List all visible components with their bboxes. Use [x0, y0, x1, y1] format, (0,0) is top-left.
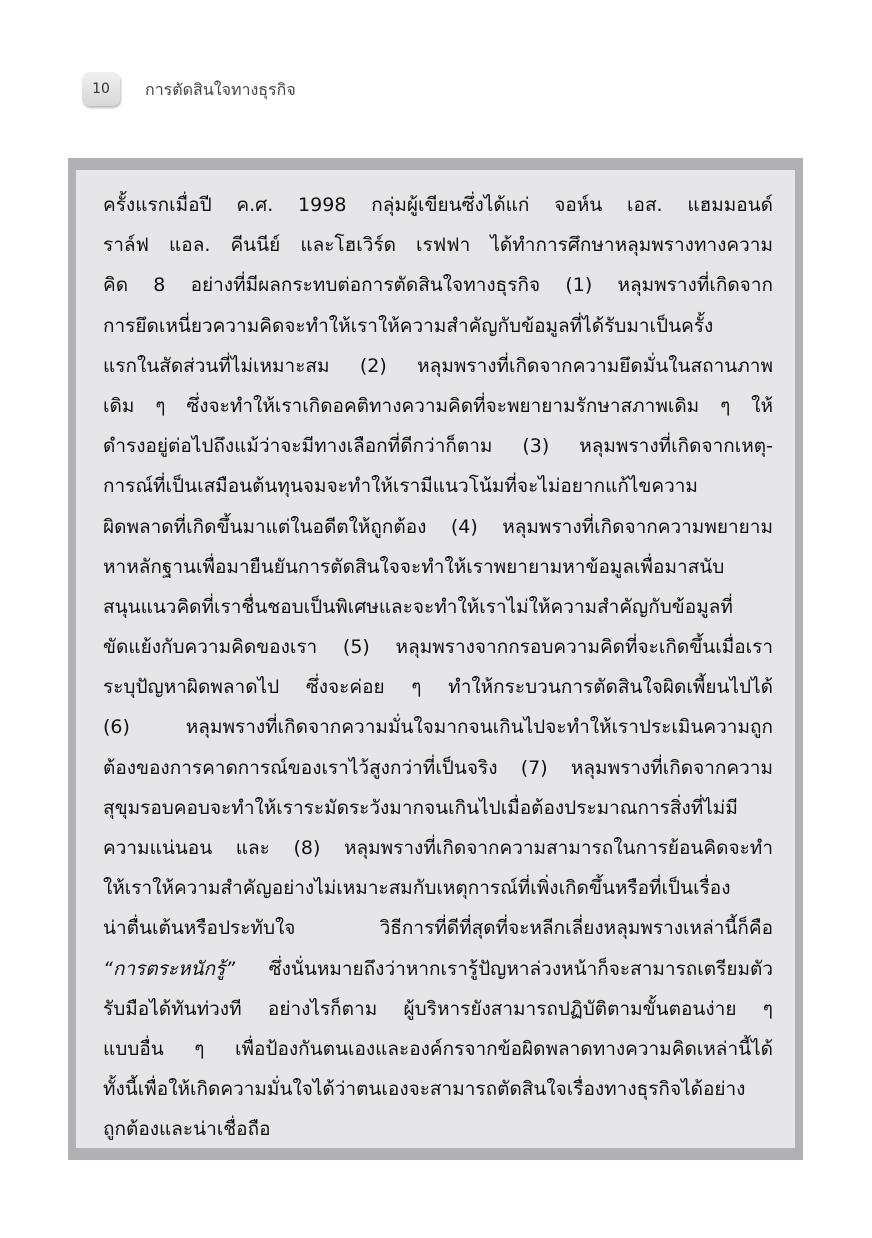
text-line: รับมือได้ทันท่วงที อย่างไรก็ตาม ผู้บริหารยังสามารถปฏิบัติตามขั้นตอนง่าย ๆ [103, 997, 773, 1020]
page-number: 10 [92, 81, 110, 97]
text-line: (6) หลุมพรางที่เกิดจากความมั่นใจมากจนเกินไปจะทำให้เราประเมินความถูก [103, 716, 773, 739]
emphasized-term: “การตระหนักรู้” [103, 957, 236, 980]
text-line: ความแน่นอน และ (8) หลุมพรางที่เกิดจากความสามารถในการย้อนคิดจะทำ [103, 837, 773, 859]
text-line: ต้องของการคาดการณ์ของเราไว้สูงกว่าที่เป็นจริง (7) หลุมพรางที่เกิดจากความ [103, 756, 773, 779]
text-line: ดำรงอยู่ต่อไปถึงแม้ว่าจะมีทางเลือกที่ดีกว่าก็ตาม (3) หลุมพรางที่เกิดจากเหตุ- [103, 435, 773, 458]
text-line: สุขุมรอบคอบจะทำให้เราระมัดระวังมากจนเกินไปเมื่อต้องประมาณการสิ่งที่ไม่มี [103, 796, 738, 819]
text-line: ขัดแย้งกับความคิดของเรา (5) หลุมพรางจากกรอบความคิดที่จะเกิดขึ้นเมื่อเรา [103, 636, 773, 659]
text-line: คิด 8 อย่างที่มีผลกระทบต่อการตัดสินใจทางธุรกิจ (1) หลุมพรางที่เกิดจาก [103, 274, 773, 297]
text-line: สนุนแนวคิดที่เราชื่นชอบเป็นพิเศษและจะทำให้เราไม่ให้ความสำคัญกับข้อมูลที่ [103, 595, 733, 618]
running-title: การตัดสินใจทางธุรกิจ [145, 80, 296, 99]
page-number-badge [82, 72, 120, 106]
text-line: ระบุปัญหาผิดพลาดไป ซึ่งจะค่อย ๆ ทำให้กระบวนการตัดสินใจผิดเพี้ยนไปได้ [103, 676, 773, 699]
text-line: แรกในสัดส่วนที่ไม่เหมาะสม (2) หลุมพรางที่เกิดจากความยึดมั่นในสถานภาพ [103, 354, 773, 377]
text-line: ให้เราให้ความสำคัญอย่างไม่เหมาะสมกับเหตุการณ์ที่เพิ่งเกิดขึ้นหรือที่เป็นเรื่อง [103, 877, 731, 900]
text-line: น่าตื่นเต้นหรือประทับใจ วิธีการที่ดีที่สุดที่จะหลีกเลี่ยงหลุมพรางเหล่านี้ก็คือ [103, 917, 773, 940]
text-line: ครั้งแรกเมื่อปี ค.ศ. 1998 กลุ่มผู้เขียนซึ่งได้แก่ จอห์น เอส. แฮมมอนด์ [103, 194, 773, 216]
text-line: ถูกต้องและน่าเชื่อถือ [103, 1118, 271, 1141]
text-line: แบบอื่น ๆ เพื่อป้องกันตนเองและองค์กรจากข้อผิดพลาดทางความคิดเหล่านี้ได้ [103, 1037, 773, 1060]
text-line: หาหลักฐานเพื่อมายืนยันการตัดสินใจจะทำให้เราพยายามหาข้อมูลเพื่อมาสนับ [103, 555, 725, 578]
text-line: ทั้งนี้เพื่อให้เกิดความมั่นใจได้ว่าตนเองจะสามารถตัดสินใจเรื่องทางธุรกิจได้อย่าง [103, 1078, 746, 1101]
text-line: การณ์ที่เป็นเสมือนต้นทุนจมจะทำให้เรามีแนวโน้มที่จะไม่อยากแก้ไขความ [103, 475, 698, 498]
text-segment: ซึ่งนั่นหมายถึงว่าหากเรารู้ปัญหาล่วงหน้าก็จะสามารถเตรียมตัว [235, 957, 773, 980]
text-line: ราล์ฟ แอล. คีนนีย์ และโฮเวิร์ด เรฟฟา ได้ทำการศึกษาหลุมพรางทางความ [103, 234, 773, 257]
text-line: เดิม ๆ ซึ่งจะทำให้เราเกิดอคติทางความคิดที่จะพยายามรักษาสภาพเดิม ๆ ให้ [103, 394, 773, 417]
text-line: ผิดพลาดที่เกิดขึ้นมาแต่ในอดีตให้ถูกต้อง (4) หลุมพรางที่เกิดจากความพยายาม [103, 515, 773, 538]
body-paragraph [103, 185, 773, 1150]
text-line: การยึดเหนี่ยวความคิดจะทำให้เราให้ความสำคัญกับข้อมูลที่ได้รับมาเป็นครั้ง [103, 314, 714, 337]
text-line [103, 949, 773, 989]
